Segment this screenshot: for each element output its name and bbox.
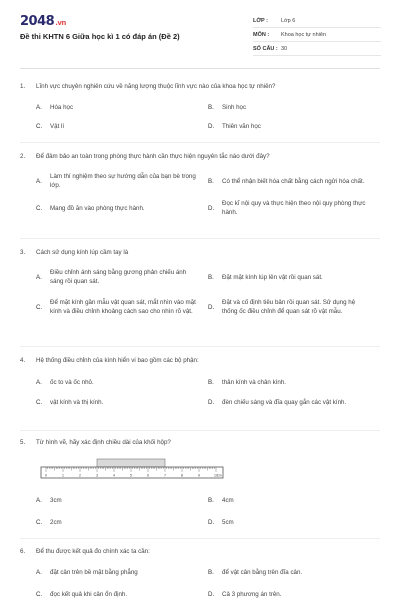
question-text: Hệ thống điều chỉnh của kính hiển vi bao gồm các bộ phận: xyxy=(36,357,199,364)
answer-text: Sinh học xyxy=(222,104,247,111)
header-divider xyxy=(20,68,380,69)
question-text: Để thu được kết quả đo chính xác ta cần: xyxy=(36,548,150,555)
answer-d[interactable] xyxy=(208,199,380,217)
meta-row-subject xyxy=(253,28,381,42)
answer-text: đọc kết quả khi cân ổn định. xyxy=(50,591,128,598)
answer-d[interactable] xyxy=(208,518,380,527)
answer-letter: D. xyxy=(208,399,215,406)
question-5-answers xyxy=(20,496,385,527)
answer-letter: A. xyxy=(36,104,42,111)
ruler-tick-label: 1 xyxy=(62,473,64,478)
answer-text: để vật cân bằng trên đĩa cân. xyxy=(222,569,303,576)
question-number: 4. xyxy=(20,357,26,364)
answer-a[interactable] xyxy=(36,172,208,190)
answer-a[interactable] xyxy=(36,378,208,387)
answer-text: Cả 3 phương án trên. xyxy=(222,591,282,598)
answer-text: Đặt mặt kính lúp lên vật rồi quan sát. xyxy=(222,273,323,281)
answer-letter: A. xyxy=(36,273,42,281)
question-number: 3. xyxy=(20,249,26,256)
answer-b[interactable] xyxy=(208,568,380,577)
page-header xyxy=(0,0,400,70)
answer-letter: C. xyxy=(36,591,43,598)
answer-a[interactable] xyxy=(36,568,208,577)
answer-letter: A. xyxy=(36,569,42,576)
answer-text: Làm thí nghiệm theo sự hướng dẫn của bạn bè trong lớp. xyxy=(50,173,196,189)
meta-value: Khoa học tự nhiên xyxy=(281,31,326,38)
answer-text: vật kính và thị kính. xyxy=(50,399,104,406)
ruler-svg xyxy=(40,458,228,482)
ruler-tick-label: 4 xyxy=(113,473,115,478)
answer-text: 4cm xyxy=(222,497,234,504)
logo-main: 2048 xyxy=(20,14,55,29)
question-text: Để đảm bảo an toàn trong phòng thực hành cần thực hiện nguyên tắc nào dưới đây? xyxy=(36,153,270,160)
meta-key: SỐ CÂU : xyxy=(253,45,278,52)
answer-text: Có thể nhận biết hóa chất bằng cách ngửi hóa chất. xyxy=(222,177,365,185)
question-text: Từ hình vẽ, hãy xác định chiều dài của khối hộp? xyxy=(36,439,171,446)
answer-letter: A. xyxy=(36,177,42,185)
question-number: 5. xyxy=(20,439,26,446)
answer-b[interactable] xyxy=(208,268,380,286)
ruler-tick-label: 10 xyxy=(214,473,218,478)
answer-letter: B. xyxy=(208,177,214,185)
answer-letter: D. xyxy=(208,303,215,311)
answer-b[interactable] xyxy=(208,378,380,387)
answer-c[interactable] xyxy=(36,398,208,407)
question-separator xyxy=(20,430,380,431)
answer-text: Để mặt kính gần mẫu vật quan sát, mắt nhìn vào mặt kính và điều chỉnh khoảng cách sao cho nhìn rõ vật. xyxy=(50,299,196,315)
measured-block xyxy=(97,459,165,467)
answer-text: Mang đồ ăn vào phòng thực hành. xyxy=(50,204,145,212)
answer-text: thân kính và chân kính. xyxy=(222,379,286,386)
answer-a[interactable] xyxy=(36,103,208,112)
question-3 xyxy=(20,248,385,316)
answer-b[interactable] xyxy=(208,103,380,112)
answer-d[interactable] xyxy=(208,398,380,407)
logo-suffix: .vn xyxy=(55,19,66,27)
answer-d[interactable] xyxy=(208,590,380,599)
answer-letter: C. xyxy=(36,204,43,212)
answer-text: ốc to và ốc nhỏ. xyxy=(50,379,94,386)
question-1 xyxy=(20,82,385,131)
question-5 xyxy=(20,438,385,447)
answer-letter: B. xyxy=(208,497,214,504)
meta-value: Lớp 6 xyxy=(281,17,296,24)
answer-c[interactable] xyxy=(36,199,208,217)
answer-text: 5cm xyxy=(222,519,234,526)
answer-text: Điều chỉnh ánh sáng bằng gương phản chiếu ánh sáng rồi quan sát. xyxy=(50,269,187,285)
site-logo[interactable] xyxy=(20,14,66,29)
question-2 xyxy=(20,152,385,217)
question-6 xyxy=(20,547,385,599)
document-title: Đề thi KHTN 6 Giữa học kì 1 có đáp án (Đề 2) xyxy=(20,32,180,41)
question-separator xyxy=(20,346,380,347)
answer-letter: B. xyxy=(208,569,214,576)
answer-letter: D. xyxy=(208,591,215,598)
answer-c[interactable] xyxy=(36,518,208,527)
meta-value: 30 xyxy=(281,45,288,52)
meta-key: LỚP : xyxy=(253,17,268,24)
answer-letter: B. xyxy=(208,273,214,281)
question-separator xyxy=(20,538,380,539)
answer-text: Đọc kĩ nội quy và thực hiện theo nội quy phòng thực hành. xyxy=(222,200,366,216)
answer-a[interactable] xyxy=(36,496,208,505)
meta-row-grade xyxy=(253,14,381,28)
ruler-tick-label: 5 xyxy=(130,473,132,478)
question-number: 6. xyxy=(20,548,26,555)
answer-letter: C. xyxy=(36,519,43,526)
answer-letter: C. xyxy=(36,399,43,406)
answer-c[interactable] xyxy=(36,122,208,131)
question-separator xyxy=(20,142,380,143)
meta-row-count xyxy=(253,42,381,56)
answer-text: Vật lí xyxy=(50,123,65,130)
question-4 xyxy=(20,356,385,407)
answer-letter: C. xyxy=(36,303,43,311)
question-text: Cách sử dụng kính lúp cầm tay là xyxy=(36,249,129,256)
answer-text: đèn chiếu sáng và đĩa quay gắn các vật kính. xyxy=(222,399,347,406)
question-number: 1. xyxy=(20,83,26,90)
answer-c[interactable] xyxy=(36,590,208,599)
question-text: Lĩnh vực chuyên nghiên cứu về năng lượng thuộc lĩnh vực nào của khoa học tự nhiên? xyxy=(36,83,276,90)
answer-a[interactable] xyxy=(36,268,208,286)
question-separator xyxy=(20,238,380,239)
ruler-figure xyxy=(40,458,228,482)
answer-letter: A. xyxy=(36,379,42,386)
answer-b[interactable] xyxy=(208,496,380,505)
ruler-tick-label: 8 xyxy=(181,473,183,478)
answer-letter: C. xyxy=(36,123,43,130)
ruler-unit-label: cm xyxy=(217,473,222,478)
answer-letter: D. xyxy=(208,519,215,526)
ruler-tick-label: 2 xyxy=(79,473,81,478)
ruler-tick-label: 7 xyxy=(164,473,166,478)
answer-letter: B. xyxy=(208,104,214,111)
answer-d[interactable] xyxy=(208,122,380,131)
answer-text: Hóa học xyxy=(50,104,74,111)
answer-letter: D. xyxy=(208,123,215,130)
ruler-tick-label: 0 xyxy=(45,473,47,478)
meta-key: MÔN : xyxy=(253,31,270,38)
ruler-tick-label: 9 xyxy=(198,473,200,478)
answer-b[interactable] xyxy=(208,172,380,190)
answer-text: đặt cân trên bề mặt bằng phẳng xyxy=(50,569,138,576)
answer-text: 2cm xyxy=(50,519,62,526)
answer-d[interactable] xyxy=(208,298,380,316)
ruler-tick-label: 3 xyxy=(96,473,98,478)
ruler-tick-label: 6 xyxy=(147,473,149,478)
answer-c[interactable] xyxy=(36,298,208,316)
answer-text: Đặt và cố định tiêu bản rồi quan sát. Sử dụng hệ thống ốc điều chỉnh để quan sát rõ vật mẫu. xyxy=(222,299,356,315)
answer-letter: D. xyxy=(208,204,215,212)
answer-letter: B. xyxy=(208,379,214,386)
answer-letter: A. xyxy=(36,497,42,504)
question-number: 2. xyxy=(20,153,26,160)
meta-table xyxy=(253,14,381,56)
answer-text: 3cm xyxy=(50,497,62,504)
answer-text: Thiên văn học xyxy=(222,123,261,130)
